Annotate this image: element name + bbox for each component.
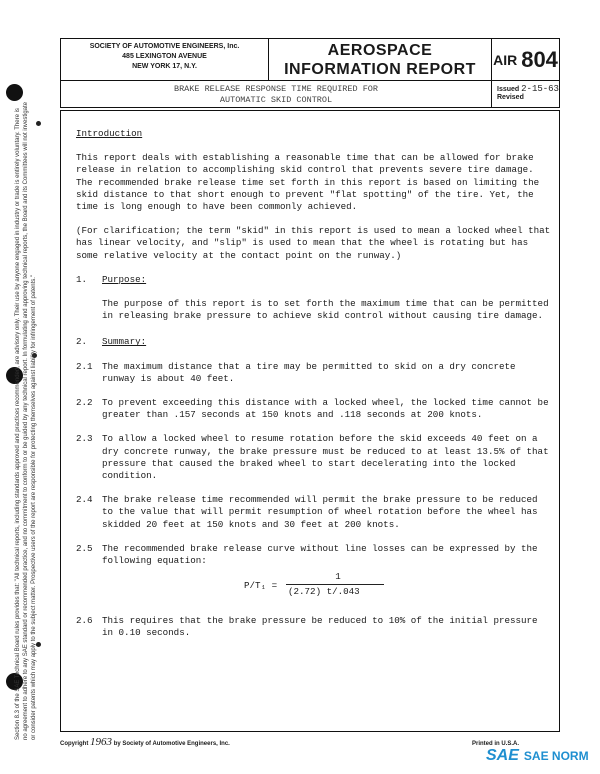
intro-paragraph: This report deals with establishing a reasonable time that can be allowed for brake release in relation to accomplishing skid control that prevents severe tire damage. The recommended brake release time set forth in this report is based on limiting the skid distance to that short enough to prevent "flat spotting" of the tire. Yet, the time is long enough to have been commonly achieved. xyxy=(76,152,540,213)
item-text: The brake release time recommended will permit the brake pressure to be reduced to the value that will permit resumption of wheel rotation before the wheel has skidded 20 feet at 150 knots and 30 feet at 200 knots. xyxy=(102,494,538,530)
section-heading: Purpose: xyxy=(102,273,147,285)
logo-sae: SAE xyxy=(486,747,519,764)
equation-numerator: 1 xyxy=(335,571,341,583)
item-number: 2.2 xyxy=(76,397,93,409)
summary-item xyxy=(76,543,552,567)
issue-block xyxy=(491,80,560,108)
side-notice: Section 8.3 of the SAE Technical Board rules provides that: "All technical reports, including standards approved and practices recommended, are advisory only. Their use by anyone engaged in industry or trade is entirely voluntary. There is no agreement to adhere to any SAE standard or recommended practice, and no commitment to conform to or be guided by any technical report. In formulating and approving technical reports, the Board and its Committees will not investigate or consider patents which may apply to the subject matter. Prospective users of the report are responsible for protecting themselves against liability for infringement of patents." xyxy=(15,101,37,740)
title-line-1: AEROSPACE xyxy=(327,42,433,59)
summary-item xyxy=(76,397,552,421)
subject-line-1: BRAKE RELEASE RESPONSE TIME REQUIRED FOR xyxy=(173,84,379,94)
fraction-bar xyxy=(286,584,384,585)
society-name: SOCIETY OF AUTOMOTIVE ENGINEERS, Inc. xyxy=(89,43,240,50)
item-number: 2.5 xyxy=(76,542,93,554)
section-number: 1. xyxy=(76,273,88,285)
report-header xyxy=(60,38,560,110)
item-number: 2.1 xyxy=(76,360,93,372)
punch-hole xyxy=(6,84,23,101)
document-title xyxy=(268,38,492,81)
item-text: The maximum distance that a tire may be permitted to skid on a dry concrete runway is about 40 feet. xyxy=(102,360,516,384)
item-number: 2.6 xyxy=(76,615,93,627)
purpose-text: The purpose of this report is to set forth the maximum time that can be permitted in releasing brake pressure to achieve skid control without causing tire damage. xyxy=(102,298,549,322)
item-number: 2.4 xyxy=(76,494,93,506)
subject-line-2: AUTOMATIC SKID CONTROL xyxy=(219,95,333,105)
society-address: 485 LEXINGTON AVENUE xyxy=(122,53,207,60)
item-text: To prevent exceeding this distance with a locked wheel, the locked time cannot be greater than .157 seconds at 150 knots and .118 seconds at 200 knots. xyxy=(102,397,549,421)
item-text: The recommended brake release curve without line losses can be expressed by the following equation: xyxy=(102,542,538,567)
sae-norm-logo xyxy=(486,744,596,768)
subject-block xyxy=(60,80,492,108)
report-prefix: AIR xyxy=(493,51,518,68)
equation-lhs: P/T₁ = xyxy=(244,580,278,592)
logo-norm: SAE NORM xyxy=(523,749,589,763)
issued-label: Issued xyxy=(497,86,520,93)
copyright-label: Copyright xyxy=(60,741,89,747)
summary-item xyxy=(76,494,552,531)
report-number: 804 xyxy=(521,46,558,72)
intro-heading: Introduction xyxy=(76,128,143,139)
summary-item xyxy=(76,433,552,482)
section-summary xyxy=(76,336,552,348)
section-number: 2. xyxy=(76,336,88,348)
summary-item xyxy=(76,361,552,385)
item-text: This requires that the brake pressure be reduced to 10% of the initial pressure in 0.10 seconds. xyxy=(102,615,538,639)
copyright-year: 1963 xyxy=(90,736,113,748)
society-block xyxy=(60,38,269,81)
section-purpose xyxy=(76,274,552,286)
item-number: 2.3 xyxy=(76,433,93,445)
equation xyxy=(76,571,552,601)
copyright-holder: by Society of Automotive Engineers, Inc. xyxy=(113,741,230,747)
society-city: NEW YORK 17, N.Y. xyxy=(132,63,197,70)
summary-item xyxy=(76,615,552,639)
item-text: To allow a locked wheel to resume rotation before the skid exceeds 40 feet on a dry concrete runway, the brake pressure must be reduced to at least 13.5% of that pressure that caused the braked wheel to start decelerating into the locked condition. xyxy=(102,433,549,482)
section-heading: Summary: xyxy=(102,336,147,348)
title-line-2: INFORMATION REPORT xyxy=(284,61,476,78)
equation-denominator: (2.72) t/.043 xyxy=(288,586,360,598)
printed-notice: Printed in U.S.A. xyxy=(472,741,520,747)
revised-label: Revised xyxy=(497,94,524,101)
report-id xyxy=(491,38,560,81)
report-body xyxy=(76,128,552,652)
clarification-paragraph: (For clarification; the term "skid" in this report is used to mean a locked wheel that has linear velocity, and "slip" is used to mean that the wheel is rotating but has some relative velocity at the contact point on the runway.) xyxy=(76,225,551,261)
issued-date: 2-15-63 xyxy=(521,84,559,94)
